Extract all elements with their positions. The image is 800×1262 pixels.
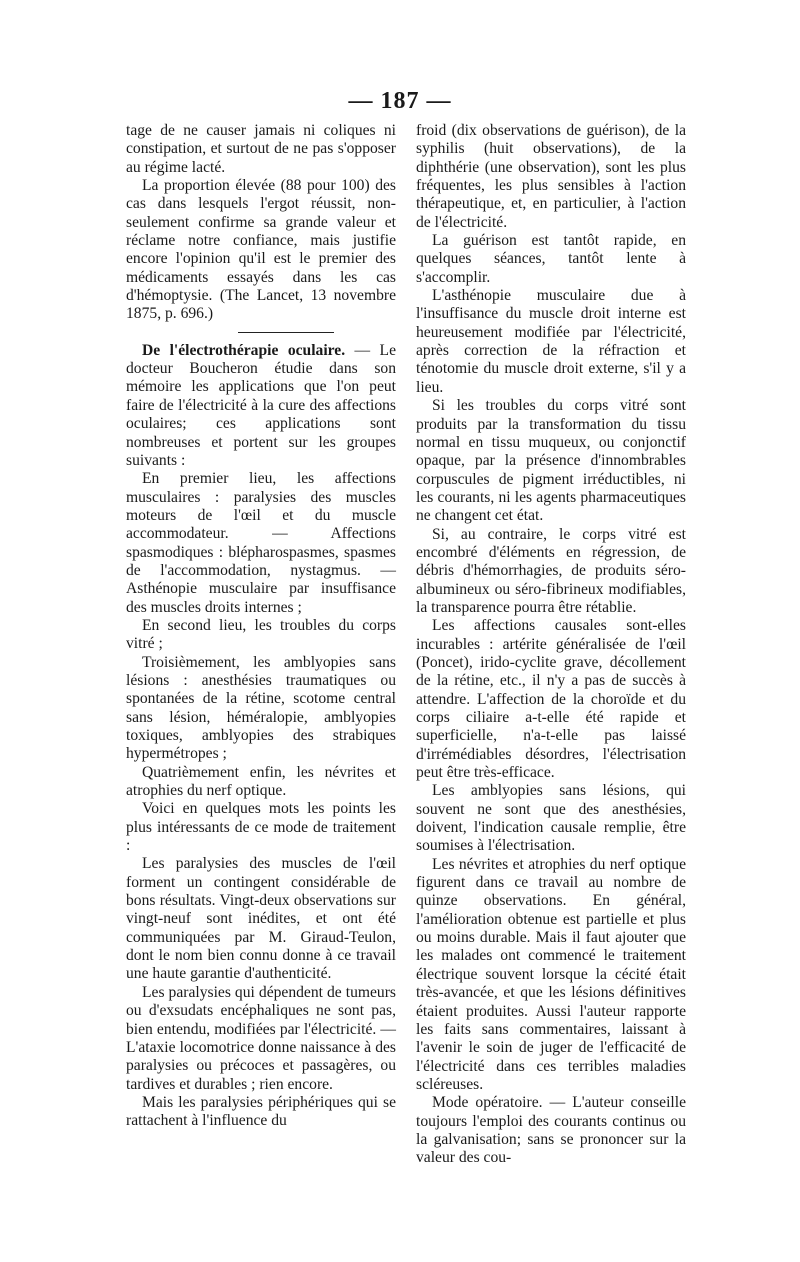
paragraph: Les paralysies qui dépendent de tumeurs ou d'exsudats encéphaliques ne sont pas, bien entendu, modifiées par l'électricité. — L'ataxie locomotrice donne naissance à des paralysies ou précoces et passagères, ou tardives et durables ; rien encore. (126, 983, 396, 1093)
paragraph: Les névrites et atrophies du nerf optique figurent dans ce travail au nombre de quinze observations. En général, l'amélioration obtenue est partielle et plus ou moins durable. Mais il faut ajouter que les malades ont commencé le traitement électrique souvent lorsque la cécité était très-avancée, et que les lésions définitives étaient produites. Aussi l'auteur rapporte les faits sans commentaires, laissant à l'avenir le soin de juger de l'efficacité de l'électricité dans ces terribles maladies scléreuses. (416, 855, 686, 1093)
section-text: — Le docteur Boucheron étudie dans son mémoire les applications que l'on peut faire de l'électricité à la cure des affections oculaires; ces applications sont nombreuses et portent sur les groupes suivants : (126, 341, 396, 469)
paragraph: En premier lieu, les affections musculaires : paralysies des muscles moteurs de l'œil et du muscle accommodateur. — Affections spasmodiques : blépharospasmes, spasmes de l'accommodation, nystagmus. — Asthénopie musculaire par insuffisance des muscles droits internes ; (126, 470, 396, 616)
page-number: — 187 — (348, 88, 452, 114)
left-column (126, 122, 396, 1131)
paragraph: Les amblyopies sans lésions, qui souvent ne sont que des anesthésies, doivent, l'indication causale remplie, être soumises à l'électrisation. (416, 782, 686, 855)
paragraph: Mais les paralysies périphériques qui se rattachent à l'influence du (126, 1093, 396, 1130)
paragraph: Les affections causales sont-elles incurables : artérite généralisée de l'œil (Poncet), irido-cyclite grave, décollement de la rétine, etc., il n'y a pas de succès à attendre. L'affection de la choroïde et du corps ciliaire a-t-elle été rapide et superficielle, n'a-t-elle pas laissé d'irrémédiables désordres, l'électrisation peut être très-efficace. (416, 617, 686, 782)
paragraph: Si, au contraire, le corps vitré est encombré d'éléments en régression, de débris d'hémorrhagies, de produits séro-albumineux ou séro-fibrineux modifiables, la transparence pourra être rétablie. (416, 525, 686, 616)
right-column (416, 122, 686, 1168)
paragraph: Quatrièmement enfin, les névrites et atrophies du nerf optique. (126, 763, 396, 800)
paragraph: Mode opératoire. — L'auteur conseille toujours l'emploi des courants continus ou la galvanisation; sans se prononcer sur la valeur des cou- (416, 1094, 686, 1167)
paragraph: La proportion élevée (88 pour 100) des cas dans lesquels l'ergot réussit, non-seulement confirme sa grande valeur et réclame notre confiance, mais justifie encore l'opinion qu'il est le premier des médicaments essayés dans les cas d'hémoptysie. (The Lancet, 13 novembre 1875, p. 696.) (126, 177, 396, 323)
paragraph: Troisièmement, les amblyopies sans lésions : anesthésies traumatiques ou spontanées de la rétine, scotome central sans lésion, héméralopie, amblyopies toxiques, amblyopies des strabiques hypermétropes ; (126, 653, 396, 763)
section-paragraph (126, 342, 396, 470)
paragraph: La guérison est tantôt rapide, en quelques séances, tantôt lente à s'accomplir. (416, 232, 686, 286)
paragraph: Si les troubles du corps vitré sont produits par la transformation du tissu normal en tissu muqueux, ou conjonctif opaque, par la présence d'innombrables corpuscules de pigment irréductibles, ni les courants, ni les agents pharmaceutiques ne changent cet état. (416, 397, 686, 525)
paragraph: froid (dix observations de guérison), de la syphilis (huit observations), de la diphthérie (une observation), sont les plus fréquentes, les plus sensibles à l'action thérapeutique, et, en particulier, à l'action de l'électricité. (416, 122, 686, 231)
paragraph: Voici en quelques mots les points les plus intéressants de ce mode de traitement : (126, 800, 396, 855)
paragraph: tage de ne causer jamais ni coliques ni constipation, et surtout de ne pas s'opposer au régime lacté. (126, 122, 396, 176)
paragraph: L'asthénopie musculaire due à l'insuffisance du muscle droit interne est heureusement modifiée par l'électricité, après correction de la réfraction et ténotomie du muscle droit externe, s'il y a lieu. (416, 287, 686, 396)
paragraph: En second lieu, les troubles du corps vitré ; (126, 616, 396, 653)
section-divider (238, 332, 334, 333)
section-heading: De l'électrothérapie oculaire. (142, 341, 346, 359)
paragraph: Les paralysies des muscles de l'œil forment un contingent considérable de bons résultats. Vingt-deux observations sur vingt-neuf sont inédites, et ont été communiquées par M. Giraud-Teulon, dont le nom bien connu donne à ce travail une haute garantie d'authenticité. (126, 855, 396, 983)
